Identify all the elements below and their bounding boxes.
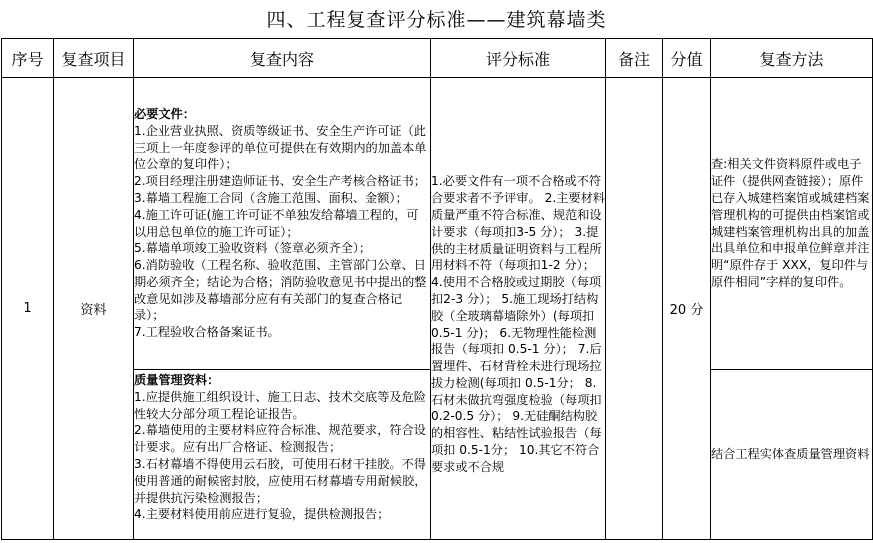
method-bottom-cell: 结合工程实体查质量管理资料 (711, 370, 873, 540)
page-title: 四、工程复查评分标准——建筑幕墙类 (266, 9, 607, 31)
header-seq: 序号 (2, 39, 54, 78)
method-top-cell: 查:相关文件资料原件或电子证件（提供网查链接）；原件已存入城建档案馆或城建档案管理机构的可提供由档案馆或城建档案管理机构出具的加盖出具单位和申报单位鲜章并注明“原件存于 XXX，复印件与原件相同”字样的复印件。 (711, 78, 873, 370)
list-item: 5.施工现场打结构胶（全玻璃幕墙除外）(每项扣 0.5-1 分)； (431, 291, 599, 340)
score-cell: 20 分 (663, 78, 711, 540)
required-docs-cell (134, 78, 431, 370)
list-item: 7.后置埋件、石材背栓未进行现场拉拔力检测(每项扣 0.5-1分； (431, 342, 602, 390)
required-docs-heading: 必要文件： (134, 106, 195, 121)
header-item: 复查项目 (54, 39, 134, 78)
remark-cell (606, 78, 663, 540)
list-item: 4.施工许可证(施工许可证不单独发给幕墙工程的，可以用总包单位的施工许可证）； (134, 207, 419, 239)
quality-docs-cell (134, 370, 431, 540)
quality-docs-heading: 质量管理资料： (134, 373, 220, 387)
list-item: 6.消防验收（工程名称、验收范围、主管部门公章、日期必须齐全；结论为合格；消防验收意见书中提出的整改意见如涉及幕墙部分应有有关部门的复查合格记录）； (134, 258, 427, 323)
list-item: 1.企业营业执照、资质等级证书、安全生产许可证（此三项上一年度参评的单位可提供在有效期内的加盖本单位公章的复印件）； (134, 123, 427, 172)
list-item: 2.项目经理注册建造师证书、安全生产考核合格证书； (134, 174, 426, 189)
table-row (2, 78, 873, 370)
list-item: 4.使用不合格胶或过期胶（每项扣2-3 分）； (431, 275, 602, 306)
list-item: 1.应提供施工组织设计、施工日志、技术交底等及危险性较大分部分项工程论证报告。 (134, 389, 426, 421)
item-cell: 资料 (54, 78, 134, 540)
list-item: 6.无物理性能检测报告（每项扣 0.5-1 分）； (431, 325, 597, 357)
list-item: 10.其它不符合要求或不合规 (431, 443, 600, 474)
list-item: 5.幕墙单项竣工验收资料（签章必须齐全）； (134, 241, 372, 256)
list-item: 3.石材幕墙不得使用云石胶，可使用石材干挂胶。不得使用普通的耐候密封胶，应使用石材幕墙专用耐候胶，并提供抗污染检测报告； (134, 456, 427, 505)
list-item: 9.无硅酮结构胶的相容性、粘结性试验报告（每项扣 0.5-1分； (431, 409, 602, 458)
list-item: 3.幕墙工程施工合同（含施工范围、面积、金额）； (134, 190, 408, 205)
list-item: 2.幕墙使用的主要材料应符合标准、规范要求，符合设计要求。应有出厂合格证、检测报告； (134, 423, 426, 455)
seq-cell: 1 (2, 78, 54, 540)
list-item: 1.必要文件有一项不合格或不符合要求者不予评审。 (431, 174, 602, 206)
list-item: 4.主要材料使用前应进行复验，提供检测报告； (134, 507, 390, 522)
criteria-cell (431, 78, 606, 540)
header-content: 复查内容 (134, 39, 431, 78)
header-score: 分值 (663, 39, 711, 78)
header-row (2, 39, 873, 78)
list-item: 7.工程验收合格备案证书。 (134, 325, 280, 340)
list-item: 2.主要材料质量严重不符合标准、规范和设计要求（每项扣3-5 分）； (431, 191, 605, 239)
list-item: 8.石材未做抗弯强度检验（每项扣 0.2-0.5 分）； (431, 375, 602, 424)
list-item: 3.提供的主材质量证明资料与工程所用材料不符（每项扣1-2 分）； (431, 224, 602, 273)
header-remark: 备注 (606, 39, 663, 78)
scoring-table (1, 38, 873, 540)
header-method: 复查方法 (711, 39, 873, 78)
header-criteria: 评分标准 (431, 39, 606, 78)
